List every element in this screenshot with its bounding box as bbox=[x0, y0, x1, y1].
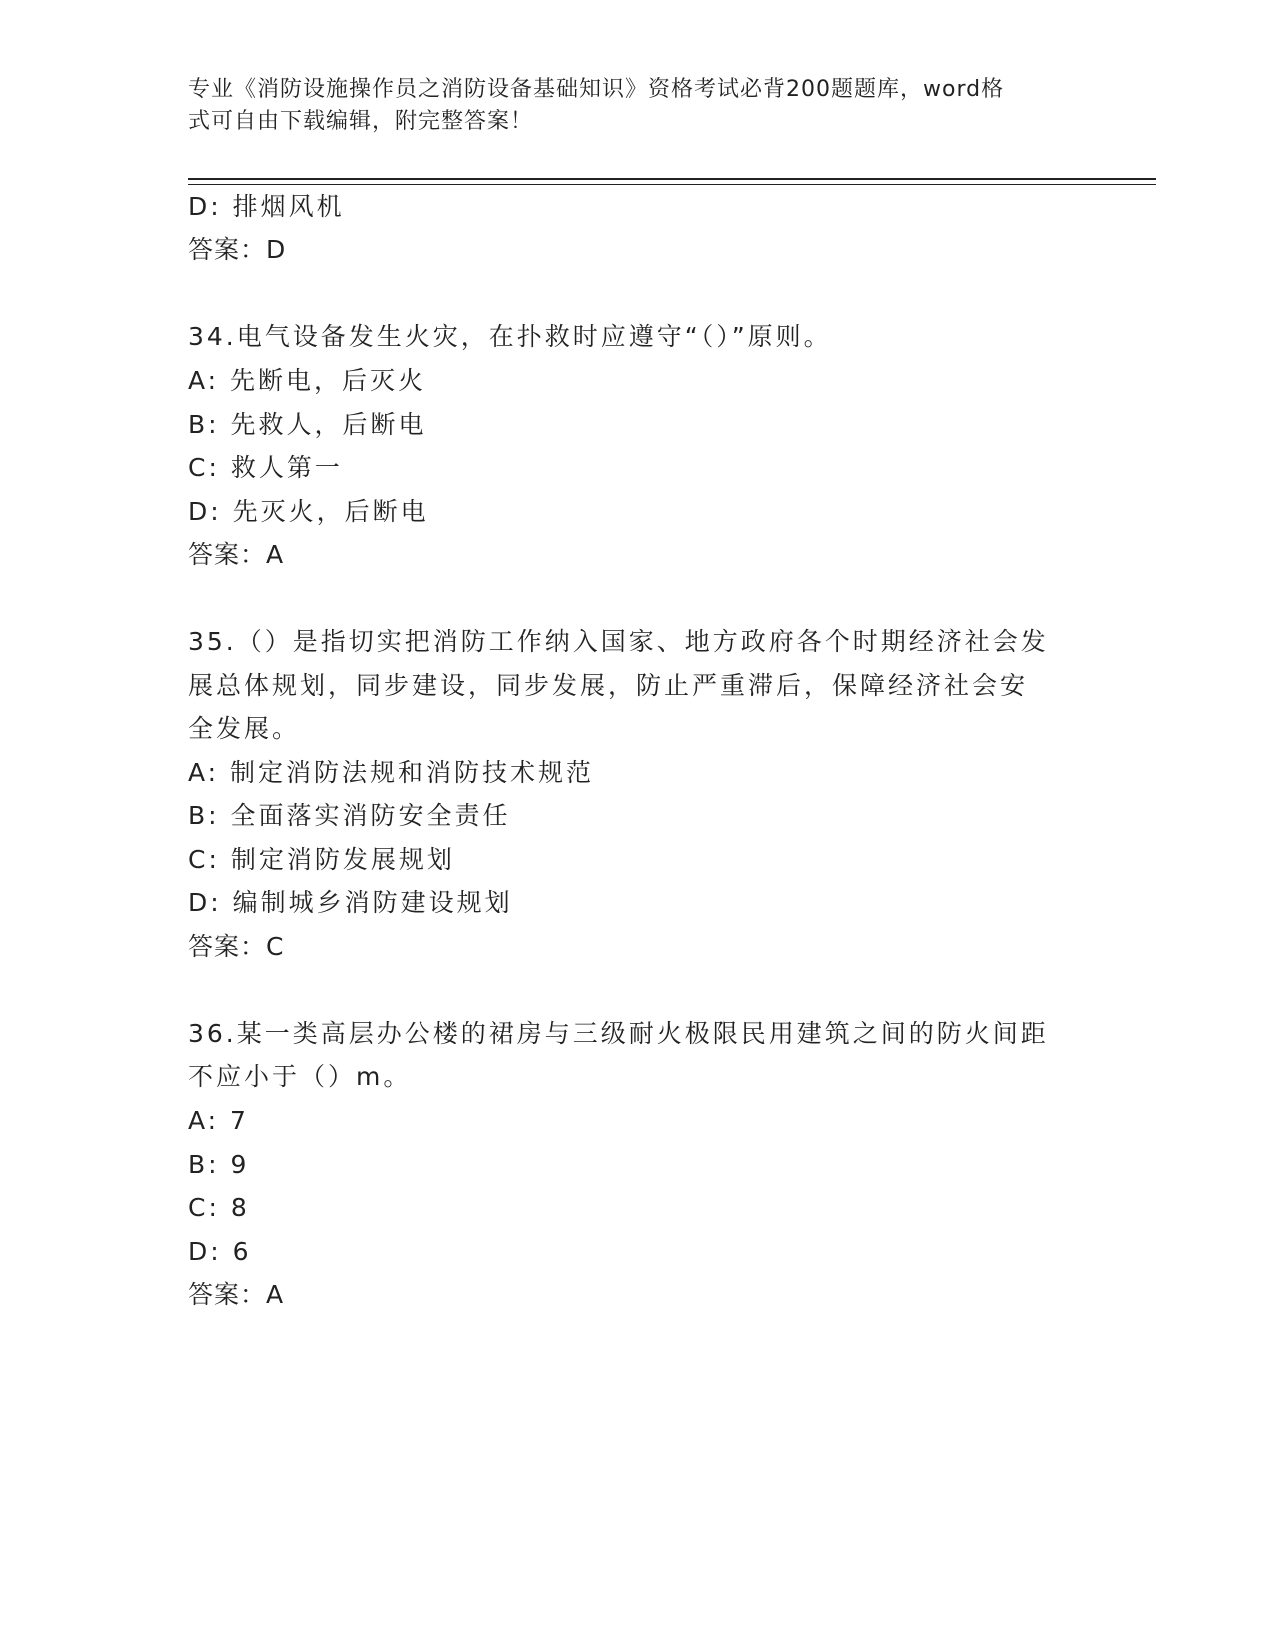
header-line-2: 式可自由下载编辑，附完整答案！ bbox=[188, 109, 534, 134]
q35-option-c: C: 制定消防发展规划 bbox=[188, 845, 455, 874]
q35-stem-line-3: 全发展。 bbox=[188, 714, 301, 743]
q35-answer: 答案：C bbox=[188, 932, 285, 961]
q35-stem-line-2: 展总体规划，同步建设，同步发展，防止严重滞后，保障经济社会安 bbox=[188, 671, 1029, 700]
q35-stem-line-1: 35.（）是指切实把消防工作纳入国家、地方政府各个时期经济社会发 bbox=[188, 627, 1049, 656]
q36-option-d: D: 6 bbox=[188, 1237, 252, 1266]
header-line-1: 专业《消防设施操作员之消防设备基础知识》资格考试必背200题题库，word格 bbox=[188, 77, 1005, 102]
q36-option-a: A: 7 bbox=[188, 1106, 249, 1135]
prev-answer: 答案：D bbox=[188, 235, 287, 264]
q34-stem: 34.电气设备发生火灾，在扑救时应遵守“（）”原则。 bbox=[188, 322, 832, 351]
q36-stem-line-1: 36.某一类高层办公楼的裙房与三级耐火极限民用建筑之间的防火间距 bbox=[188, 1019, 1049, 1048]
q35-option-a: A: 制定消防法规和消防技术规范 bbox=[188, 758, 595, 787]
q34-option-b: B: 先救人，后断电 bbox=[188, 410, 427, 439]
q36-option-c: C: 8 bbox=[188, 1193, 250, 1222]
header-divider bbox=[188, 178, 1156, 180]
q35-option-b: B: 全面落实消防安全责任 bbox=[188, 801, 511, 830]
q34-answer: 答案：A bbox=[188, 540, 285, 569]
header-divider-thin bbox=[188, 184, 1156, 185]
q34-option-c: C: 救人第一 bbox=[188, 453, 343, 482]
q36-answer: 答案：A bbox=[188, 1280, 285, 1309]
q35-option-d: D: 编制城乡消防建设规划 bbox=[188, 888, 513, 917]
q34-option-d: D: 先灭火，后断电 bbox=[188, 497, 429, 526]
document-header bbox=[188, 74, 1068, 138]
q34-option-a: A: 先断电，后灭火 bbox=[188, 366, 427, 395]
q36-option-b: B: 9 bbox=[188, 1150, 250, 1179]
q36-stem-line-2: 不应小于（）m。 bbox=[188, 1062, 412, 1091]
prev-option-d: D: 排烟风机 bbox=[188, 192, 345, 221]
